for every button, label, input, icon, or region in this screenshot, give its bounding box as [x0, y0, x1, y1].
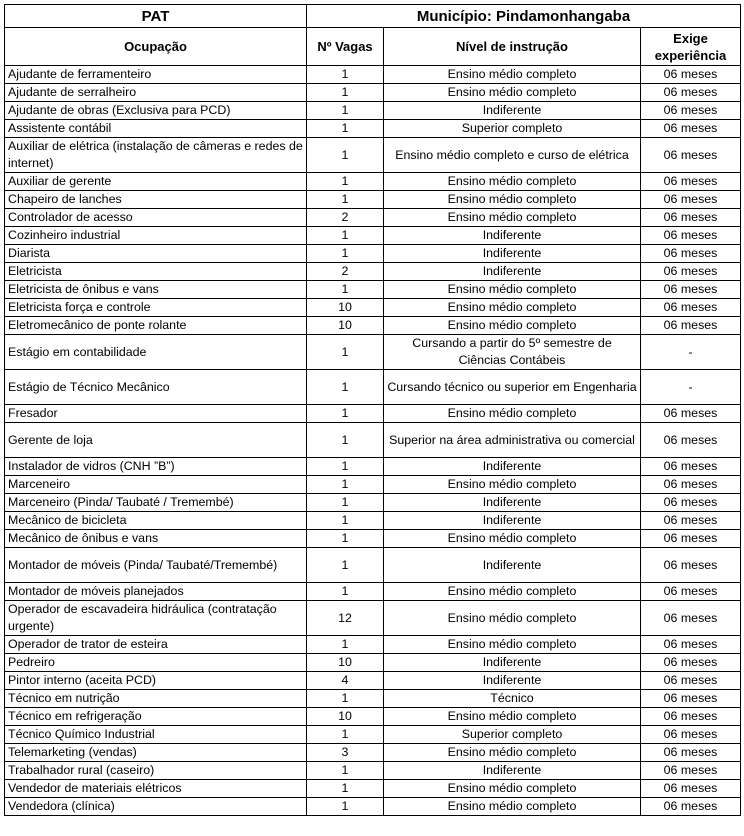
cell-vagas: 1	[307, 458, 384, 476]
cell-nivel: Indiferente	[384, 672, 641, 690]
cell-ocupacao: Montador de móveis (Pinda/ Taubaté/Tremembé)	[5, 548, 307, 583]
cell-ocupacao: Vendedora (clínica)	[5, 798, 307, 816]
table-row	[5, 458, 741, 476]
cell-ocupacao: Pintor interno (aceita PCD)	[5, 672, 307, 690]
cell-vagas: 1	[307, 530, 384, 548]
table-row	[5, 227, 741, 245]
cell-experiencia: 06 meses	[641, 548, 741, 583]
col-header-ocupacao: Ocupação	[5, 28, 307, 66]
table-row	[5, 405, 741, 423]
cell-experiencia: 06 meses	[641, 102, 741, 120]
cell-vagas: 1	[307, 335, 384, 370]
table-row	[5, 263, 741, 281]
cell-ocupacao: Telemarketing (vendas)	[5, 744, 307, 762]
cell-vagas: 2	[307, 263, 384, 281]
cell-experiencia: 06 meses	[641, 245, 741, 263]
cell-vagas: 1	[307, 191, 384, 209]
cell-experiencia: 06 meses	[641, 636, 741, 654]
cell-vagas: 1	[307, 636, 384, 654]
cell-experiencia: 06 meses	[641, 494, 741, 512]
table-row	[5, 636, 741, 654]
col-header-experiencia: Exige experiência	[641, 28, 741, 66]
cell-experiencia: 06 meses	[641, 423, 741, 458]
table-row	[5, 726, 741, 744]
cell-nivel: Ensino médio completo	[384, 476, 641, 494]
cell-experiencia: 06 meses	[641, 762, 741, 780]
table-row	[5, 191, 741, 209]
table-row	[5, 476, 741, 494]
cell-vagas: 4	[307, 672, 384, 690]
cell-nivel: Ensino médio completo	[384, 636, 641, 654]
cell-nivel: Indiferente	[384, 762, 641, 780]
cell-ocupacao: Assistente contábil	[5, 120, 307, 138]
cell-vagas: 3	[307, 744, 384, 762]
cell-ocupacao: Eletromecânico de ponte rolante	[5, 317, 307, 335]
cell-vagas: 12	[307, 601, 384, 636]
cell-nivel: Cursando a partir do 5º semestre de Ciências Contábeis	[384, 335, 641, 370]
cell-experiencia: 06 meses	[641, 744, 741, 762]
cell-experiencia: 06 meses	[641, 281, 741, 299]
table-row	[5, 370, 741, 405]
municipio-title: Município: Pindamonhangaba	[307, 5, 741, 28]
col-header-nivel: Nível de instrução	[384, 28, 641, 66]
cell-experiencia: 06 meses	[641, 84, 741, 102]
cell-experiencia: 06 meses	[641, 654, 741, 672]
cell-nivel: Indiferente	[384, 245, 641, 263]
cell-vagas: 1	[307, 227, 384, 245]
table-row	[5, 583, 741, 601]
table-row	[5, 281, 741, 299]
cell-ocupacao: Mecânico de bicicleta	[5, 512, 307, 530]
cell-ocupacao: Chapeiro de lanches	[5, 191, 307, 209]
job-openings-table	[4, 4, 741, 816]
table-row	[5, 66, 741, 84]
cell-nivel: Indiferente	[384, 458, 641, 476]
cell-nivel: Ensino médio completo	[384, 209, 641, 227]
cell-ocupacao: Estágio em contabilidade	[5, 335, 307, 370]
cell-ocupacao: Pedreiro	[5, 654, 307, 672]
cell-ocupacao: Controlador de acesso	[5, 209, 307, 227]
cell-experiencia: 06 meses	[641, 227, 741, 245]
cell-nivel: Superior completo	[384, 120, 641, 138]
cell-experiencia: 06 meses	[641, 798, 741, 816]
cell-ocupacao: Técnico Químico Industrial	[5, 726, 307, 744]
cell-vagas: 1	[307, 494, 384, 512]
table-row	[5, 120, 741, 138]
cell-experiencia: 06 meses	[641, 405, 741, 423]
cell-experiencia: 06 meses	[641, 672, 741, 690]
cell-experiencia: 06 meses	[641, 120, 741, 138]
table-row	[5, 245, 741, 263]
cell-experiencia: 06 meses	[641, 726, 741, 744]
table-row	[5, 512, 741, 530]
cell-experiencia: 06 meses	[641, 583, 741, 601]
cell-ocupacao: Auxiliar de elétrica (instalação de câmeras e redes de internet)	[5, 138, 307, 173]
cell-ocupacao: Cozinheiro industrial	[5, 227, 307, 245]
cell-vagas: 10	[307, 299, 384, 317]
cell-ocupacao: Fresador	[5, 405, 307, 423]
cell-vagas: 10	[307, 654, 384, 672]
cell-experiencia: 06 meses	[641, 299, 741, 317]
cell-nivel: Indiferente	[384, 548, 641, 583]
cell-experiencia: 06 meses	[641, 66, 741, 84]
cell-vagas: 1	[307, 476, 384, 494]
cell-nivel: Indiferente	[384, 512, 641, 530]
cell-nivel: Indiferente	[384, 227, 641, 245]
table-row	[5, 530, 741, 548]
cell-nivel: Ensino médio completo	[384, 299, 641, 317]
table-row	[5, 654, 741, 672]
cell-experiencia: 06 meses	[641, 601, 741, 636]
cell-nivel: Ensino médio completo	[384, 281, 641, 299]
cell-ocupacao: Gerente de loja	[5, 423, 307, 458]
cell-vagas: 1	[307, 370, 384, 405]
cell-ocupacao: Ajudante de ferramenteiro	[5, 66, 307, 84]
cell-ocupacao: Diarista	[5, 245, 307, 263]
cell-experiencia: 06 meses	[641, 780, 741, 798]
table-row	[5, 84, 741, 102]
cell-nivel: Indiferente	[384, 263, 641, 281]
cell-vagas: 1	[307, 245, 384, 263]
table-row	[5, 335, 741, 370]
cell-nivel: Ensino médio completo	[384, 583, 641, 601]
cell-ocupacao: Eletricista de ônibus e vans	[5, 281, 307, 299]
cell-ocupacao: Operador de escavadeira hidráulica (contratação urgente)	[5, 601, 307, 636]
cell-ocupacao: Estágio de Técnico Mecânico	[5, 370, 307, 405]
table-row	[5, 423, 741, 458]
pat-title: PAT	[5, 5, 307, 28]
table-row	[5, 744, 741, 762]
cell-nivel: Ensino médio completo e curso de elétrica	[384, 138, 641, 173]
cell-vagas: 2	[307, 209, 384, 227]
cell-ocupacao: Ajudante de serralheiro	[5, 84, 307, 102]
cell-experiencia: 06 meses	[641, 458, 741, 476]
table-row	[5, 548, 741, 583]
table-row	[5, 299, 741, 317]
table-row	[5, 798, 741, 816]
table-row	[5, 690, 741, 708]
table-row	[5, 672, 741, 690]
cell-experiencia: 06 meses	[641, 138, 741, 173]
cell-vagas: 1	[307, 281, 384, 299]
table-row	[5, 601, 741, 636]
cell-nivel: Ensino médio completo	[384, 780, 641, 798]
cell-nivel: Superior completo	[384, 726, 641, 744]
cell-ocupacao: Mecânico de ônibus e vans	[5, 530, 307, 548]
table-row	[5, 173, 741, 191]
cell-experiencia: 06 meses	[641, 263, 741, 281]
cell-nivel: Ensino médio completo	[384, 744, 641, 762]
cell-vagas: 1	[307, 120, 384, 138]
cell-experiencia: 06 meses	[641, 191, 741, 209]
cell-nivel: Ensino médio completo	[384, 798, 641, 816]
table-row	[5, 762, 741, 780]
cell-vagas: 1	[307, 173, 384, 191]
cell-ocupacao: Instalador de vidros (CNH ”B”)	[5, 458, 307, 476]
cell-nivel: Indiferente	[384, 102, 641, 120]
cell-nivel: Ensino médio completo	[384, 173, 641, 191]
cell-ocupacao: Técnico em nutrição	[5, 690, 307, 708]
cell-nivel: Ensino médio completo	[384, 84, 641, 102]
table-row	[5, 494, 741, 512]
cell-ocupacao: Operador de trator de esteira	[5, 636, 307, 654]
cell-ocupacao: Montador de móveis planejados	[5, 583, 307, 601]
cell-vagas: 1	[307, 798, 384, 816]
cell-experiencia: 06 meses	[641, 476, 741, 494]
cell-vagas: 1	[307, 405, 384, 423]
cell-nivel: Ensino médio completo	[384, 317, 641, 335]
cell-experiencia: 06 meses	[641, 317, 741, 335]
cell-experiencia: 06 meses	[641, 708, 741, 726]
cell-ocupacao: Marceneiro	[5, 476, 307, 494]
cell-ocupacao: Vendedor de materiais elétricos	[5, 780, 307, 798]
cell-ocupacao: Técnico em refrigeração	[5, 708, 307, 726]
cell-ocupacao: Marceneiro (Pinda/ Taubaté / Tremembé)	[5, 494, 307, 512]
table-row	[5, 102, 741, 120]
cell-ocupacao: Eletricista	[5, 263, 307, 281]
table-row	[5, 708, 741, 726]
cell-vagas: 1	[307, 512, 384, 530]
cell-nivel: Ensino médio completo	[384, 708, 641, 726]
table-row	[5, 317, 741, 335]
cell-vagas: 1	[307, 66, 384, 84]
cell-vagas: 1	[307, 84, 384, 102]
cell-vagas: 10	[307, 317, 384, 335]
cell-nivel: Ensino médio completo	[384, 601, 641, 636]
cell-vagas: 1	[307, 762, 384, 780]
cell-ocupacao: Eletricista força e controle	[5, 299, 307, 317]
cell-experiencia: 06 meses	[641, 173, 741, 191]
cell-ocupacao: Auxiliar de gerente	[5, 173, 307, 191]
cell-experiencia: 06 meses	[641, 530, 741, 548]
cell-experiencia: 06 meses	[641, 690, 741, 708]
cell-vagas: 1	[307, 138, 384, 173]
cell-experiencia: -	[641, 335, 741, 370]
cell-vagas: 1	[307, 726, 384, 744]
cell-vagas: 1	[307, 690, 384, 708]
cell-experiencia: 06 meses	[641, 512, 741, 530]
cell-nivel: Indiferente	[384, 654, 641, 672]
table-row	[5, 209, 741, 227]
table-row	[5, 138, 741, 173]
cell-nivel: Técnico	[384, 690, 641, 708]
cell-nivel: Ensino médio completo	[384, 530, 641, 548]
cell-vagas: 1	[307, 583, 384, 601]
cell-vagas: 1	[307, 102, 384, 120]
cell-vagas: 1	[307, 548, 384, 583]
cell-nivel: Ensino médio completo	[384, 66, 641, 84]
cell-experiencia: -	[641, 370, 741, 405]
cell-vagas: 10	[307, 708, 384, 726]
cell-experiencia: 06 meses	[641, 209, 741, 227]
cell-ocupacao: Ajudante de obras (Exclusiva para PCD)	[5, 102, 307, 120]
cell-nivel: Cursando técnico ou superior em Engenharia	[384, 370, 641, 405]
cell-nivel: Ensino médio completo	[384, 405, 641, 423]
table-row	[5, 780, 741, 798]
cell-nivel: Indiferente	[384, 494, 641, 512]
cell-nivel: Superior na área administrativa ou comercial	[384, 423, 641, 458]
cell-vagas: 1	[307, 780, 384, 798]
cell-nivel: Ensino médio completo	[384, 191, 641, 209]
col-header-vagas: Nº Vagas	[307, 28, 384, 66]
cell-vagas: 1	[307, 423, 384, 458]
cell-ocupacao: Trabalhador rural (caseiro)	[5, 762, 307, 780]
